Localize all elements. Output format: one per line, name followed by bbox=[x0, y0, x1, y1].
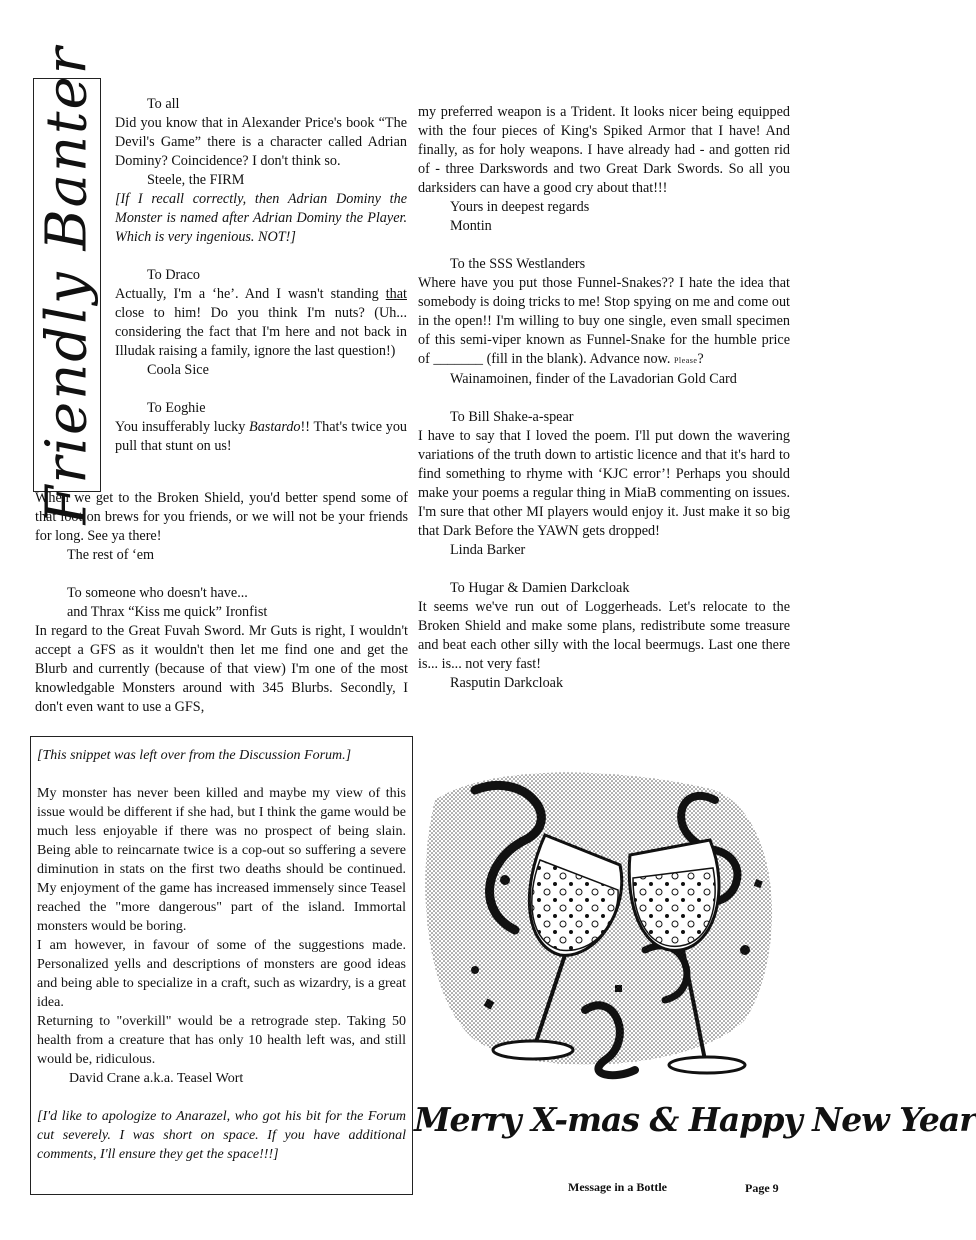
salutation: To Bill Shake-a-spear bbox=[450, 409, 574, 425]
signature: Linda Barker bbox=[450, 542, 526, 558]
signature: Wainamoinen, finder of the Lavadorian Gold Card bbox=[450, 371, 737, 387]
message-body: my preferred weapon is a Trident. It looks nicer being equipped with the four pieces of King's Spiked Armor that I have! And finally, as for holy weapons. I have already had - and gotten rid of - three Darkswords and two Great Dark Swords. So all you darksiders can have a good cry about that!!! bbox=[418, 104, 790, 196]
salutation: To Eoghie bbox=[147, 400, 206, 416]
salutation: To Draco bbox=[147, 267, 200, 283]
message-body: Did you know that in Alexander Price's book “The Devil's Game” there is a character called Adrian Dominy? Coincidence? I don't think so. bbox=[115, 115, 407, 169]
champagne-glasses-illustration bbox=[415, 760, 795, 1090]
signature: Montin bbox=[450, 218, 492, 234]
section-title: Friendly Banter bbox=[34, 45, 100, 525]
column-right bbox=[418, 103, 790, 693]
salutation: To the SSS Westlanders bbox=[450, 256, 586, 272]
salutation: and Thrax “Kiss me quick” Ironfist bbox=[67, 604, 268, 620]
text-run: ? bbox=[697, 351, 704, 367]
signature: Coola Sice bbox=[147, 362, 209, 378]
small-word: Please bbox=[673, 356, 698, 365]
message-body: When we get to the Broken Shield, you'd better spend some of that loot on brews for you friends, or we will not be your friends for long. See ya there! bbox=[35, 490, 408, 544]
text-run: Where have you put those Funnel-Snakes?? I hate the idea that somebody is doing tricks to me! Stop spying on me and come out in the open!! I'm willing to buy one single, even small specimen of this semi-viper known as Funnel-Snake for the humble price of _______ (fill in the blank). Advance now. bbox=[418, 275, 790, 367]
text-run: !! That's twice you pull that stunt on us! bbox=[115, 419, 408, 454]
column-left-bottom bbox=[35, 489, 408, 717]
forum-snippet-box bbox=[30, 736, 413, 1195]
snippet-signature: David Crane a.k.a. Teasel Wort bbox=[69, 1071, 244, 1086]
signature: The rest of ‘em bbox=[67, 547, 155, 563]
editor-note: [If I recall correctly, then Adrian Dominy the Monster is named after Adrian Dominy the Player. Which is very ingenious. NOT!] bbox=[115, 191, 407, 245]
column-left-top bbox=[115, 95, 407, 456]
italic-word: Bastardo bbox=[249, 419, 301, 435]
text-run: Actually, I'm a ‘he’. And I wasn't standing bbox=[115, 286, 386, 302]
message-body: In regard to the Great Fuvah Sword. Mr Guts is right, I wouldn't accept a GFS as it wouldn't then let me find one and get the Blurb and currently (because of that view) I'm one of the most knowledgable Monsters around with 345 Blurbs. Secondly, I don't even want to use a GFS, bbox=[35, 623, 408, 715]
message-body bbox=[115, 285, 407, 361]
message-body: I have to say that I loved the poem. I'll put down the wavering variations of the truth down to artistic licence and that it's hard to find something to rhyme with ‘KJC error’! Perhaps you should make your poems a regular thing in MiaB commenting on issues. I'm sure that other MI players would enjoy it. Just make it so big that Dark Before the YAWN gets dropped! bbox=[418, 428, 790, 539]
salutation: To Hugar & Damien Darkcloak bbox=[450, 580, 630, 596]
signature: Steele, the FIRM bbox=[147, 172, 245, 188]
salutation: To someone who doesn't have... bbox=[67, 585, 248, 601]
snippet-paragraph: My monster has never been killed and maybe my view of this issue would be different if she had, but I think the game would be much less enjoyable if there was no prospect of being slain. Being able to reincarnate twice is a cop-out so suffering a severe diminution in stats on the first two deaths should be continued. My enjoyment of the game has increased immensely since Teasel reached the "more dangerous" part of the island. Immortal monsters would be boring. bbox=[37, 786, 406, 934]
salutation: To all bbox=[147, 96, 180, 112]
text-run: close to him! Do you think I'm nuts? (Uh... considering the fact that I'm here and not back in Illudak raising a family, ignore the last question!) bbox=[115, 305, 407, 359]
footer-page-number: Page 9 bbox=[745, 1181, 779, 1195]
closing: Yours in deepest regards bbox=[450, 199, 590, 215]
message-body bbox=[115, 418, 407, 456]
text-run: You insufferably lucky bbox=[115, 419, 250, 435]
snippet-header: [This snippet was left over from the Discussion Forum.] bbox=[37, 748, 352, 763]
message-body bbox=[418, 274, 790, 370]
holiday-greeting: Merry X-mas & Happy New Year bbox=[414, 1100, 976, 1139]
section-banner bbox=[33, 45, 101, 525]
underlined-word: that bbox=[385, 286, 407, 302]
footer-publication: Message in a Bottle bbox=[568, 1180, 667, 1194]
signature: Rasputin Darkcloak bbox=[450, 675, 564, 691]
message-body: It seems we've run out of Loggerheads. Let's relocate to the Broken Shield and make some plans, redistribute some treasure and beat each other silly with the local beermugs. Last one there is... is... not very fast! bbox=[418, 599, 790, 672]
snippet-paragraph: I am however, in favour of some of the suggestions made. Personalized yells and descriptions of monsters are good ideas and being able to specialize in a craft, such as wizardry, is a great idea. bbox=[37, 938, 406, 1010]
editor-note: [I'd like to apologize to Anarazel, who got his bit for the Forum cut severely. I was short on space. If you have additional comments, I'll ensure they get the space!!!] bbox=[37, 1109, 406, 1162]
snippet-paragraph: Returning to "overkill" would be a retrograde step. Taking 50 health from a creature that has only 10 health left was, and still would be, ridiculous. bbox=[37, 1014, 406, 1067]
